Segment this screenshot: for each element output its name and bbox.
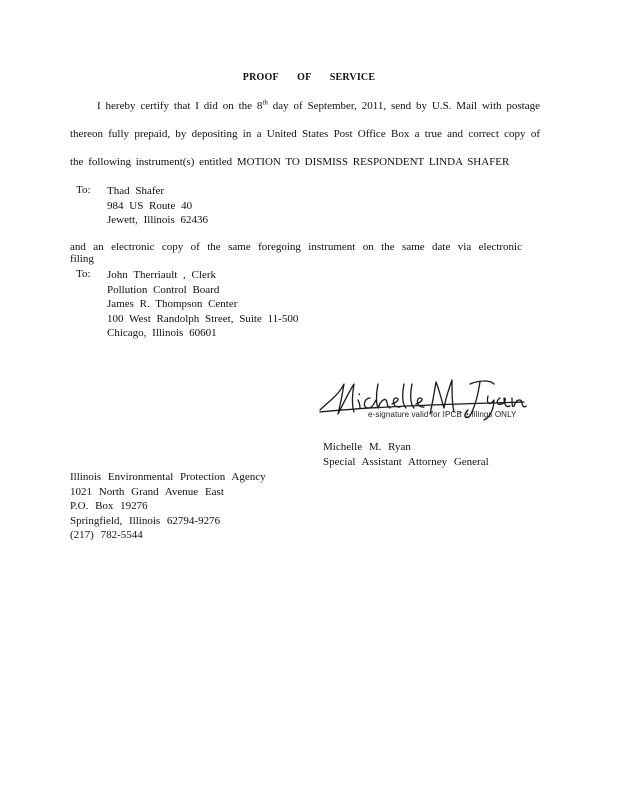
address-line: James R. Thompson Center: [107, 298, 238, 310]
recipient-address-2: [107, 268, 298, 341]
address-line: Pollution Control Board: [107, 283, 220, 296]
signer-title: Special Assistant Attorney General: [323, 455, 489, 468]
agency-phone: (217) 782-5544: [70, 529, 143, 541]
signature-validity-note: e-signature valid for IPCB e-filings ONLY: [368, 410, 517, 419]
address-line: Chicago, Illinois 60601: [107, 327, 217, 339]
agency-name: Illinois Environmental Protection Agency: [70, 471, 266, 483]
document-title: PROOF OF SERVICE: [242, 72, 376, 83]
address-line: Thad Shafer: [107, 185, 165, 197]
recipient-address-1: [107, 184, 208, 228]
address-line: 984 US Route 40: [107, 199, 193, 212]
to-label-2: To:: [76, 268, 91, 280]
agency-street: 1021 North Grand Avenue East: [70, 485, 224, 498]
to-label-1: To:: [76, 184, 91, 196]
address-line: John Therriault , Clerk: [107, 269, 216, 281]
certification-paragraph: [70, 92, 540, 176]
certify-text-end: day of September, 2011, send by U.S. Mail with postage thereon fully prepaid, by depositing in a United States Post Office Box a true and correct copy of the following instrument(s) entitled MOTION TO DISMISS RESPONDENT LINDA SHAFER: [70, 100, 540, 168]
certify-ordinal-suffix: th: [262, 98, 268, 107]
agency-address-block: [70, 470, 266, 543]
electronic-filing-line: and an electronic copy of the same foregoing instrument on the same date via electronic filing: [70, 241, 522, 265]
signer-block: [323, 440, 489, 469]
certify-text-start: I hereby certify that I did on the 8: [97, 100, 263, 112]
agency-city: Springfield, Illinois 62794-9276: [70, 514, 221, 527]
address-line: 100 West Randolph Street, Suite 11-500: [107, 312, 299, 325]
agency-po-box: P.O. Box 19276: [70, 500, 148, 512]
address-line: Jewett, Illinois 62436: [107, 214, 209, 226]
signer-name: Michelle M. Ryan: [323, 441, 411, 453]
